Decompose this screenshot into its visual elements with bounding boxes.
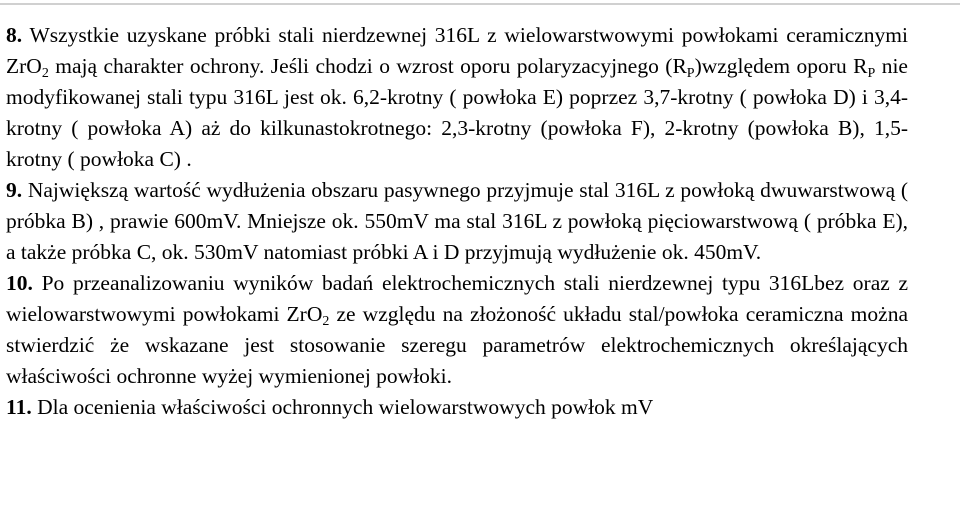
item-number: 9. xyxy=(6,178,23,202)
paragraph-text: Największą wartość wydłużenia obszaru pasywnego przyjmuje stal 316L z powłoką dwuwarstwową ( próbka B) , prawie 600mV. Mniejsze ok. 550mV ma stal 316L z powłoką pięciowarstwową ( próbka E), a także próbka C, ok. 530mV natomiast próbki A i D przyjmują wydłużenie ok. 450mV. xyxy=(6,178,909,264)
item-number: 8. xyxy=(6,23,23,47)
item-number: 10. xyxy=(6,271,33,295)
paragraph-text: Wszystkie uzyskane próbki stali nierdzewnej 316L z wielowarstwowymi powłokami ceramicznymi ZrO xyxy=(6,23,908,78)
document-body xyxy=(6,20,908,423)
subscript: 2 xyxy=(322,314,330,330)
paragraph-8 xyxy=(6,20,908,175)
item-number: 11. xyxy=(6,395,32,419)
subscript: P xyxy=(867,66,876,82)
paragraph-text: ze względu na złożoność układu stal/powłoka ceramiczna można stwierdzić że wskazane jest stosowanie szeregu parametrów elektrochemicznych określających właściwości ochronne wyżej wymienionej powłoki. xyxy=(6,302,908,388)
paragraph-11 xyxy=(6,392,908,423)
top-border-line xyxy=(0,3,960,5)
paragraph-text: )względem oporu R xyxy=(694,54,868,78)
subscript: 2 xyxy=(41,66,49,82)
paragraph-text: Dla ocenienia właściwości ochronnych wielowarstwowych powłok mV xyxy=(37,395,654,419)
paragraph-text: nie modyfikowanej stali typu 316L jest ok. 6,2-krotny ( powłoka E) poprzez 3,7-krotny ( powłoka D) i 3,4-krotny ( powłoka A) aż do kilkunastokrotnego: 2,3-krotny (powłoka F), 2-krotny (powłoka B), 1,5-krotny ( powłoka C) . xyxy=(6,54,908,171)
paragraph-10 xyxy=(6,268,908,392)
paragraph-text: Po przeanalizowaniu wyników badań elektrochemicznych stali nierdzewnej typu 316Lbez oraz z wielowarstwowymi powłokami ZrO xyxy=(6,271,909,326)
paragraph-text: mają charakter ochrony. Jeśli chodzi o wzrost oporu polaryzacyjnego (R xyxy=(48,54,687,78)
subscript: P xyxy=(686,66,695,82)
paragraph-9 xyxy=(6,175,908,268)
